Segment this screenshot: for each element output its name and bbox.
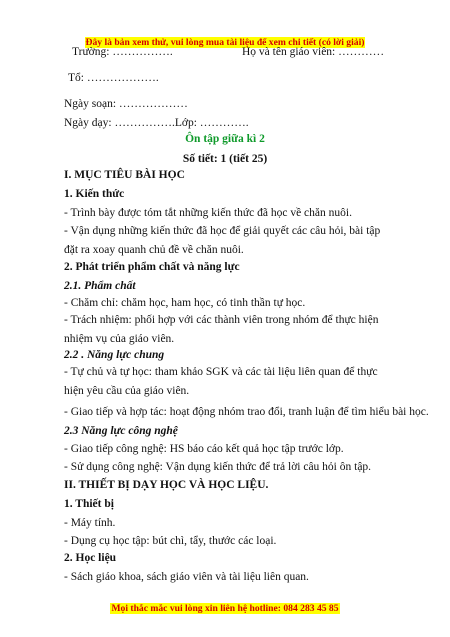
section-objectives: I. MỤC TIÊU BÀI HỌC bbox=[64, 169, 185, 181]
school-field: Trường: ……………. bbox=[72, 46, 173, 58]
heading-technology-competence: 2.3 Năng lực công nghệ bbox=[64, 425, 178, 437]
paragraph-knowledge-1: - Trình bày được tóm tắt những kiến thức đã học về chăn nuôi. bbox=[64, 207, 352, 219]
prep-date-field: Ngày soạn: ……………… bbox=[64, 98, 188, 110]
preview-notice-banner: Đây là bản xem thử, vui lòng mua tài liệu để xem chi tiết (có lời giải) bbox=[85, 37, 365, 48]
teacher-field: Họ và tên giáo viên: ………… bbox=[242, 46, 385, 58]
paragraph-textbooks: - Sách giáo khoa, sách giáo viên và tài liệu liên quan. bbox=[64, 571, 309, 583]
heading-development: 2. Phát triển phẩm chất và năng lực bbox=[64, 261, 240, 273]
paragraph-tech-use: - Sử dụng công nghệ: Vận dụng kiến thức để trả lời câu hỏi ôn tập. bbox=[64, 461, 372, 473]
paragraph-communication: - Giao tiếp và hợp tác: hoạt động nhóm trao đổi, tranh luận để tìm hiểu bài học. bbox=[64, 406, 429, 418]
heading-materials: 2. Học liệu bbox=[64, 552, 117, 564]
paragraph-computer: - Máy tính. bbox=[64, 517, 116, 529]
heading-general-competence: 2.2 . Năng lực chung bbox=[64, 349, 165, 361]
heading-qualities: 2.1. Phẩm chất bbox=[64, 280, 136, 292]
teach-date-field: Ngày dạy: …………….Lớp: …………. bbox=[64, 117, 249, 129]
group-field: Tổ: ………………. bbox=[68, 72, 159, 84]
paragraph-tech-communication: - Giao tiếp công nghệ: HS báo cáo kết quả học tập trước lớp. bbox=[64, 443, 344, 455]
period-info: Số tiết: 1 (tiết 25) bbox=[182, 153, 268, 165]
paragraph-knowledge-2: - Vận dụng những kiến thức đã học để giải quyết các câu hỏi, bài tập đặt ra xoay quanh chủ đề về chăn nuôi. bbox=[64, 225, 381, 256]
paragraph-tools: - Dụng cụ học tập: bút chì, tẩy, thước các loại. bbox=[64, 535, 277, 547]
paragraph-diligence: - Chăm chỉ: chăm học, ham học, có tinh thần tự học. bbox=[64, 297, 306, 309]
lesson-title: Ôn tập giữa kì 2 bbox=[185, 133, 265, 145]
heading-knowledge: 1. Kiến thức bbox=[64, 188, 125, 200]
hotline-banner: Mọi thắc mắc vui lòng xin liên hệ hotline: 084 283 45 85 bbox=[111, 603, 339, 614]
paragraph-responsibility: - Trách nhiệm: phối hợp với các thành viên trong nhóm để thực hiện nhiệm vụ của giáo viên. bbox=[64, 314, 379, 345]
paragraph-self-study: - Tự chủ và tự học: tham khảo SGK và các tài liệu liên quan để thực hiện yêu cầu của giáo viên. bbox=[64, 366, 378, 397]
heading-devices: 1. Thiết bị bbox=[64, 498, 114, 510]
section-equipment: II. THIẾT BỊ DẠY HỌC VÀ HỌC LIỆU. bbox=[64, 479, 269, 491]
